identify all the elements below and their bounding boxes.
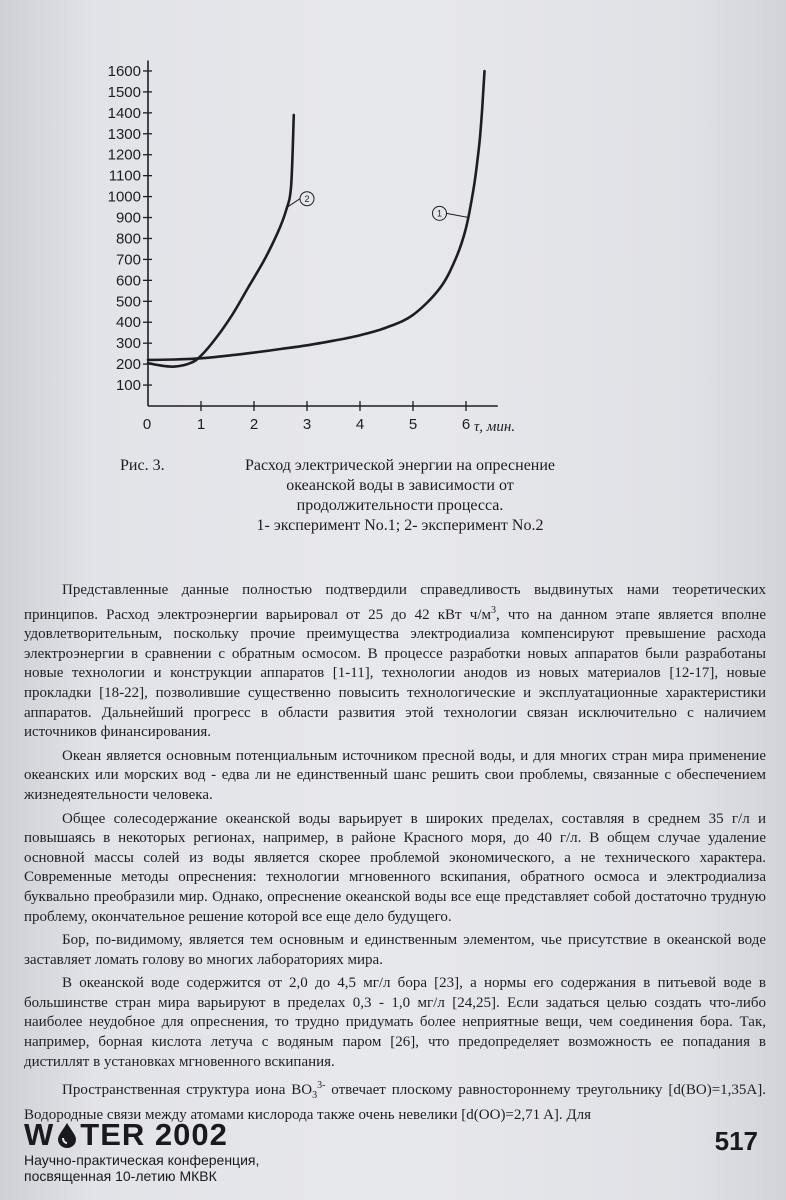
paragraph-text: Представленные данные полностью подтвердили справедливость выдвинутых нами теоретических принципов. Расход электроэнергии варьировал от 25 до 42 кВт ч/м xyxy=(24,582,766,623)
paragraph xyxy=(24,810,766,928)
x-tick-label: 3 xyxy=(302,416,312,433)
y-tick-label: 400 xyxy=(115,314,141,332)
x-tick-label: 6 xyxy=(461,416,471,433)
series-marker-label: 2 xyxy=(304,193,310,204)
paragraph-text: В океанской воде содержится от 2,0 до 4,5 мг/л бора [23], а нормы его содержания в питьевой воде в большинстве стран мира варьируют в пределах 0,3 - 1,0 мг/л [24,25]. Если задаться целью создать что-либо наиболее неудобное для опреснения, то трудно придумать более неприятные вещи, чем соединения бора. Так, например, борная кислота летуча с водяным паром [26], что предопределяет возможность ее попадания в дистиллят в установках мгновенного вскипания. xyxy=(24,975,766,1070)
water-drop-icon xyxy=(54,1122,80,1148)
x-tick-label: 0 xyxy=(142,416,152,433)
y-tick-label: 300 xyxy=(115,335,141,353)
y-tick-label: 900 xyxy=(115,209,141,227)
series-line-1 xyxy=(148,71,485,360)
caption-line: Расход электрической энергии на опреснение xyxy=(244,457,556,474)
chart-axes xyxy=(148,60,498,406)
caption-line: 1- эксперимент No.1; 2- эксперимент No.2 xyxy=(256,517,544,534)
y-tick-label: 100 xyxy=(115,377,141,395)
paragraph-text: отвечает плоскому равностороннему треугольнику [d(BO)=1,35A]. Водородные связи между атомами кислорода также очень невелики [d(OO)=2,71 A]. Для xyxy=(24,1082,766,1123)
superscript: 3- xyxy=(317,1080,326,1092)
y-tick-label: 600 xyxy=(115,272,141,290)
series-line-2 xyxy=(148,115,294,367)
subscript: 3 xyxy=(312,1090,318,1102)
caption-line: океанской воды в зависимости от xyxy=(286,477,514,494)
y-tick-label: 200 xyxy=(115,356,141,374)
series-marker-label: 1 xyxy=(436,208,443,219)
page-number: 517 xyxy=(714,1126,758,1156)
paragraph-text: Бор, по-видимому, является тем основным и единственным элементом, чье присутствие в океанской воде заставляет ломать голову во многих лабораториях мира. xyxy=(24,932,766,968)
marker-leader xyxy=(447,213,469,217)
y-tick-label: 1300 xyxy=(107,125,141,143)
x-tick-label: 1 xyxy=(196,416,206,433)
paragraph-text: Общее солесодержание океанской воды варьирует в широких пределах, составляя в среднем 35 г/л и повышаясь в некоторых регионах, например, в районе Красного моря, до 40 г/л. В общем случае удаление основной массы солей из воды является скорее проблемой экономического, а не технического характера. Современные методы опреснения: технологии мгновенного вскипания, обратного осмоса и электродиализа буквально преобразили мир. Однако, опреснение океанской воды все еще представляет собой достаточно трудную проблему, окончательное решение которой все еще дело будущего. xyxy=(24,810,766,925)
paragraph-text: , что на данном этапе является вполне удовлетворительным, поскольку прочие преимущества электродиализа компенсируют превышение расхода электроэнергии в сравнении с обратным осмосом. В процессе разработки новых аппаратов были разработаны новые технологии и конструкции аппаратов [1-11], технологии анодов из новых материалов [12-17], новые прокладки [18-22], позволившие существенно повысить технологические и эксплуатационные характеристики аппаратов. Дальнейший прогресс в области развития этой технологии связан исключительно с наличием источников финансирования. xyxy=(24,606,766,741)
x-tick-label: 4 xyxy=(355,416,365,433)
body-text xyxy=(24,581,766,1129)
y-tick-label: 800 xyxy=(115,230,141,248)
y-tick-label: 1400 xyxy=(107,104,141,122)
y-tick-label: 1500 xyxy=(107,83,141,101)
logo-letter-w: W xyxy=(24,1117,55,1152)
chart-series xyxy=(148,71,485,367)
paragraph-text: Океан является основным потенциальным источником пресной воды, и для многих стран мира применение океанских или морских вод - едва ли не единственный шанс решить свои проблемы, связанные с обеспечением жизнедеятельности человека. xyxy=(24,747,766,803)
subtitle-line-2: посвященная 10-летию МКВК xyxy=(24,1168,217,1184)
paragraph xyxy=(24,747,766,806)
paragraph xyxy=(24,974,766,1072)
paragraph xyxy=(24,581,766,743)
logo-text: TER 2002 xyxy=(80,1117,228,1152)
x-axis-unit: τ, мин. xyxy=(473,419,516,435)
y-axis-ticks xyxy=(108,63,152,394)
superscript: 3 xyxy=(490,604,496,616)
y-tick-label: 700 xyxy=(115,251,141,269)
subtitle-line-1: Научно-практическая конференция, xyxy=(24,1152,260,1168)
conference-logo xyxy=(24,1117,228,1153)
caption-text xyxy=(220,456,580,536)
paragraph-text: Пространственная структура иона BO xyxy=(62,1082,313,1099)
series-markers xyxy=(287,192,468,221)
energy-consumption-chart xyxy=(0,0,786,470)
y-tick-label: 1200 xyxy=(107,146,141,164)
y-tick-label: 500 xyxy=(115,293,141,311)
figure-label: Рис. 3. xyxy=(120,457,165,474)
y-tick-label: 1600 xyxy=(107,62,141,80)
conference-subtitle xyxy=(24,1152,259,1184)
y-tick-label: 1100 xyxy=(108,167,141,185)
caption-line: продолжительности процесса. xyxy=(296,497,504,514)
y-tick-label: 1000 xyxy=(107,188,141,206)
paragraph xyxy=(24,931,766,970)
x-tick-label: 2 xyxy=(249,416,259,433)
x-tick-label: 5 xyxy=(408,416,418,433)
